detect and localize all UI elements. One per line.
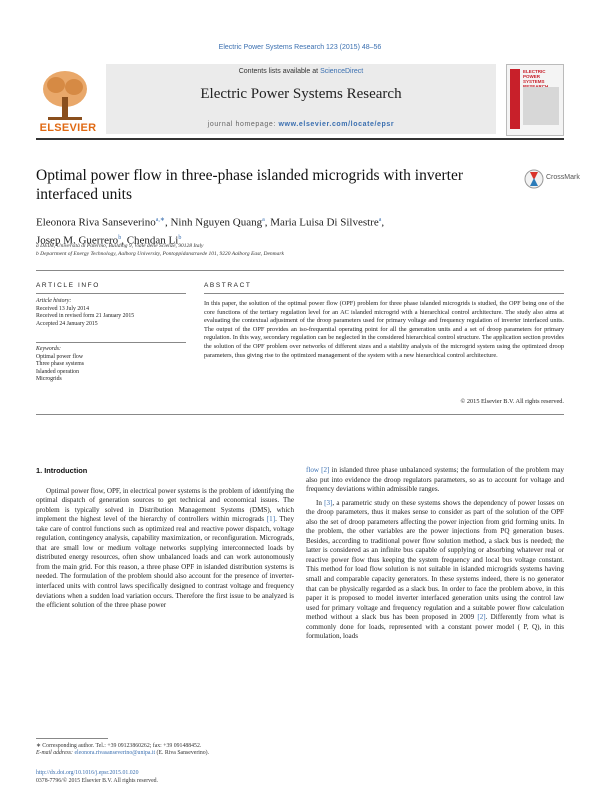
masthead-banner — [106, 64, 496, 134]
sciencedirect-link[interactable]: ScienceDirect — [320, 68, 364, 75]
doi-link[interactable]: http://dx.doi.org/10.1016/j.epsr.2015.01.020 — [36, 770, 139, 776]
issn-line: 0378-7796/© 2015 Elsevier B.V. All rights reserved. — [36, 777, 158, 784]
author-name[interactable]: Josep M. Guerrero — [36, 234, 119, 247]
keywords-label: Keywords: — [36, 346, 61, 352]
footnote-divider — [36, 738, 108, 739]
history-item: Received 13 July 2014 — [36, 305, 89, 312]
author-separator: , — [264, 216, 271, 229]
paragraph-text: . Differently from what is commonly done for loads, represented with a constant power model ( P, Q), in this formulation, loads — [306, 613, 565, 641]
doi-block — [36, 770, 296, 785]
citation-link[interactable]: flow [2] — [306, 466, 330, 474]
elsevier-tree-icon — [36, 64, 94, 130]
section-heading: 1. Introduction — [36, 466, 88, 475]
author-affil-mark[interactable]: a,∗ — [155, 217, 165, 223]
abstract-copyright: © 2015 Elsevier B.V. All rights reserved. — [460, 398, 564, 405]
keyword: Optimal power flow — [36, 353, 84, 360]
paragraph — [306, 466, 564, 495]
crossmark-icon — [524, 168, 544, 192]
article-history — [36, 298, 186, 328]
homepage-prefix: journal homepage: — [207, 121, 279, 128]
email-line — [36, 750, 296, 757]
paragraph-text: Optimal power flow, OPF, in electrical power systems is the problem of identifying the optimal dispatch of generation sources to get technical and economical issues. The problem is typically solved in Distribution Management Systems (DMS), which implement the highest level of the hierarchy of controllers within micrograds — [36, 486, 294, 524]
abstract-text: In this paper, the solution of the optimal power flow (OPF) problem for three phase islanded microgrids is studied, the OPF being one of the core functions of the tertiary regulation level for an AC islanded microgrid with a hierarchical control architecture. The study also aims at evaluating the contextual adjustment of the droop parameters used for primary voltage and frequency regulation of inverter interfaced units. The output of the OPF provides an iso-frequential operating point for all the generation units and a set of droop parameters for primary regulation. In this way, secondary regulation can be neglected in the considered hierarchical control structure. The application section provides the solution of the OPF problem over networks of different sizes and a stability analysis of the microgrid system using the optimized droop parameters, thus giving rise to the optimized management of the system with a new hierarchical control architecture. — [204, 300, 564, 359]
author-affil-mark[interactable]: b — [178, 234, 182, 241]
paragraph — [306, 499, 564, 642]
abstract-heading: ABSTRACT — [204, 282, 252, 289]
publisher-name: ELSEVIER — [39, 122, 97, 134]
author-name[interactable]: Maria Luisa Di Silvestre — [270, 216, 379, 229]
author-affil-mark[interactable]: a — [378, 217, 382, 223]
cover-spine — [510, 69, 520, 129]
divider — [36, 342, 186, 343]
citation-link[interactable]: [2] — [477, 613, 486, 622]
divider — [36, 414, 564, 415]
cover-title: ELECTRIC POWER SYSTEMS — [523, 69, 546, 84]
divider — [36, 270, 564, 271]
journal-cover-thumbnail — [506, 64, 564, 136]
author-affil-mark[interactable]: a — [262, 217, 265, 223]
citation-link[interactable]: [3] — [324, 498, 333, 507]
crossmark-label: CrossMark — [546, 174, 580, 181]
author-name[interactable]: Chendan Li — [126, 234, 179, 247]
divider — [36, 293, 186, 294]
journal-title: Electric Power Systems Research — [200, 86, 402, 102]
affiliation-b: b Department of Energy Technology, Aalborg University, Pontoppidanstraede 101, 9220 Aalborg East, Denmark — [36, 251, 284, 257]
corresponding-author: ∗ Corresponding author. Tel.: +39 09123860262; fax: +39 091488452. — [36, 743, 202, 749]
paragraph-text: . They take care of control functions such as optimized real and reactive power dispatch, voltage regulation, contingency analysis, capability maximization, or reconfiguration. Micrograds, that are small low or medium voltage networks supplying interconnected loads by distributed energy resources, often show unbalanced loads and can work autonomously from the main grid. For this reason, a three phase OPF in islanded distribution systems is needed. The formulation of the problem should also account for the presence of inverter-interfaced units with control laws specifically designed to contrast voltage and frequency deviations when a sudden load variation occurs. Therefore the first issue to be analyzed is the efficient solution of the three phase power — [36, 515, 294, 610]
citation-link[interactable]: [1] — [266, 515, 276, 524]
keywords — [36, 346, 186, 384]
paragraph — [36, 487, 294, 611]
history-item: Accepted 24 January 2015 — [36, 320, 98, 327]
author-separator: , — [121, 234, 127, 247]
author-affil-mark[interactable]: b — [118, 234, 122, 241]
paragraph-text: in islanded three phase unbalanced systems; the formulation of the problem may also put into evidence the droop regulators parameters, so as to account for voltage and frequency deviations within admissible ranges. — [306, 466, 564, 494]
author-name[interactable]: Eleonora Riva Sanseverino — [36, 216, 156, 229]
body-column-left — [36, 466, 294, 611]
contents-line — [106, 68, 496, 75]
author-name[interactable]: Ninh Nguyen Quang — [170, 216, 263, 229]
author-separator: , — [164, 216, 171, 229]
paper-title: Optimal power flow in three-phase islanded microgrids with inverter interfaced units — [36, 167, 463, 203]
keyword: Three phase systems — [36, 361, 84, 368]
cover-image — [523, 87, 559, 125]
article-info-heading: ARTICLE INFO — [36, 282, 100, 289]
journal-masthead — [36, 62, 564, 140]
footnote — [36, 743, 296, 758]
homepage-link[interactable]: www.elsevier.com/locate/epsr — [278, 121, 395, 128]
affiliation-a: a DEIM, Università di Palermo, Building 9, Viale delle Scienze, 90128 Italy — [36, 243, 204, 249]
keyword: Islanded operation — [36, 368, 79, 375]
body-column-right — [306, 466, 564, 642]
email-link[interactable]: eleonora.rivasanseverino@unipa.it — [74, 750, 156, 757]
contents-prefix: Contents lists available at — [238, 68, 321, 75]
divider — [204, 293, 564, 294]
crossmark-badge[interactable] — [524, 168, 580, 192]
paragraph-text: In — [316, 498, 325, 507]
author-separator: , — [381, 216, 385, 229]
journal-reference[interactable]: Electric Power Systems Research 123 (2015) 48–56 — [218, 44, 382, 51]
email-label: E-mail address: — [36, 750, 75, 757]
journal-homepage — [106, 121, 496, 128]
history-item: Received in revised form 21 January 2015 — [36, 313, 135, 320]
paragraph-text: , a parametric study on these systems shows the dependency of power losses on the droop parameters, thus it makes sense to consider as part of the solution of the OPF also the set of droop parameters affecting the power injection from grid forming units. In the problem, the other variables are the power injections from PQ generation buses. Besides, according to traditional power flow solution method, a slack bus is needed; the latter is considered as an infinite bus capable of supplying or absorbing whatever real or reactive power flow thus keeping the system frequency and local bus voltage constant. This method for load flow solution is not suitable in islanded microgrids systems having small and comparable capacity generators. In these systems indeed, there is no generator that can be physically regarded as a slack bus. In order to face the problem above, in this paper it is proposed to model inverter interfaced generation units using the control law used for primary voltage and frequency regulation and a suitable power flow calculation method without a slack bus has been proposed in 2009 — [306, 498, 564, 622]
email-suffix: (E. Riva Sanseverino). — [155, 750, 210, 757]
history-label: Article history: — [36, 298, 72, 304]
keyword: Microgrids — [36, 376, 62, 383]
